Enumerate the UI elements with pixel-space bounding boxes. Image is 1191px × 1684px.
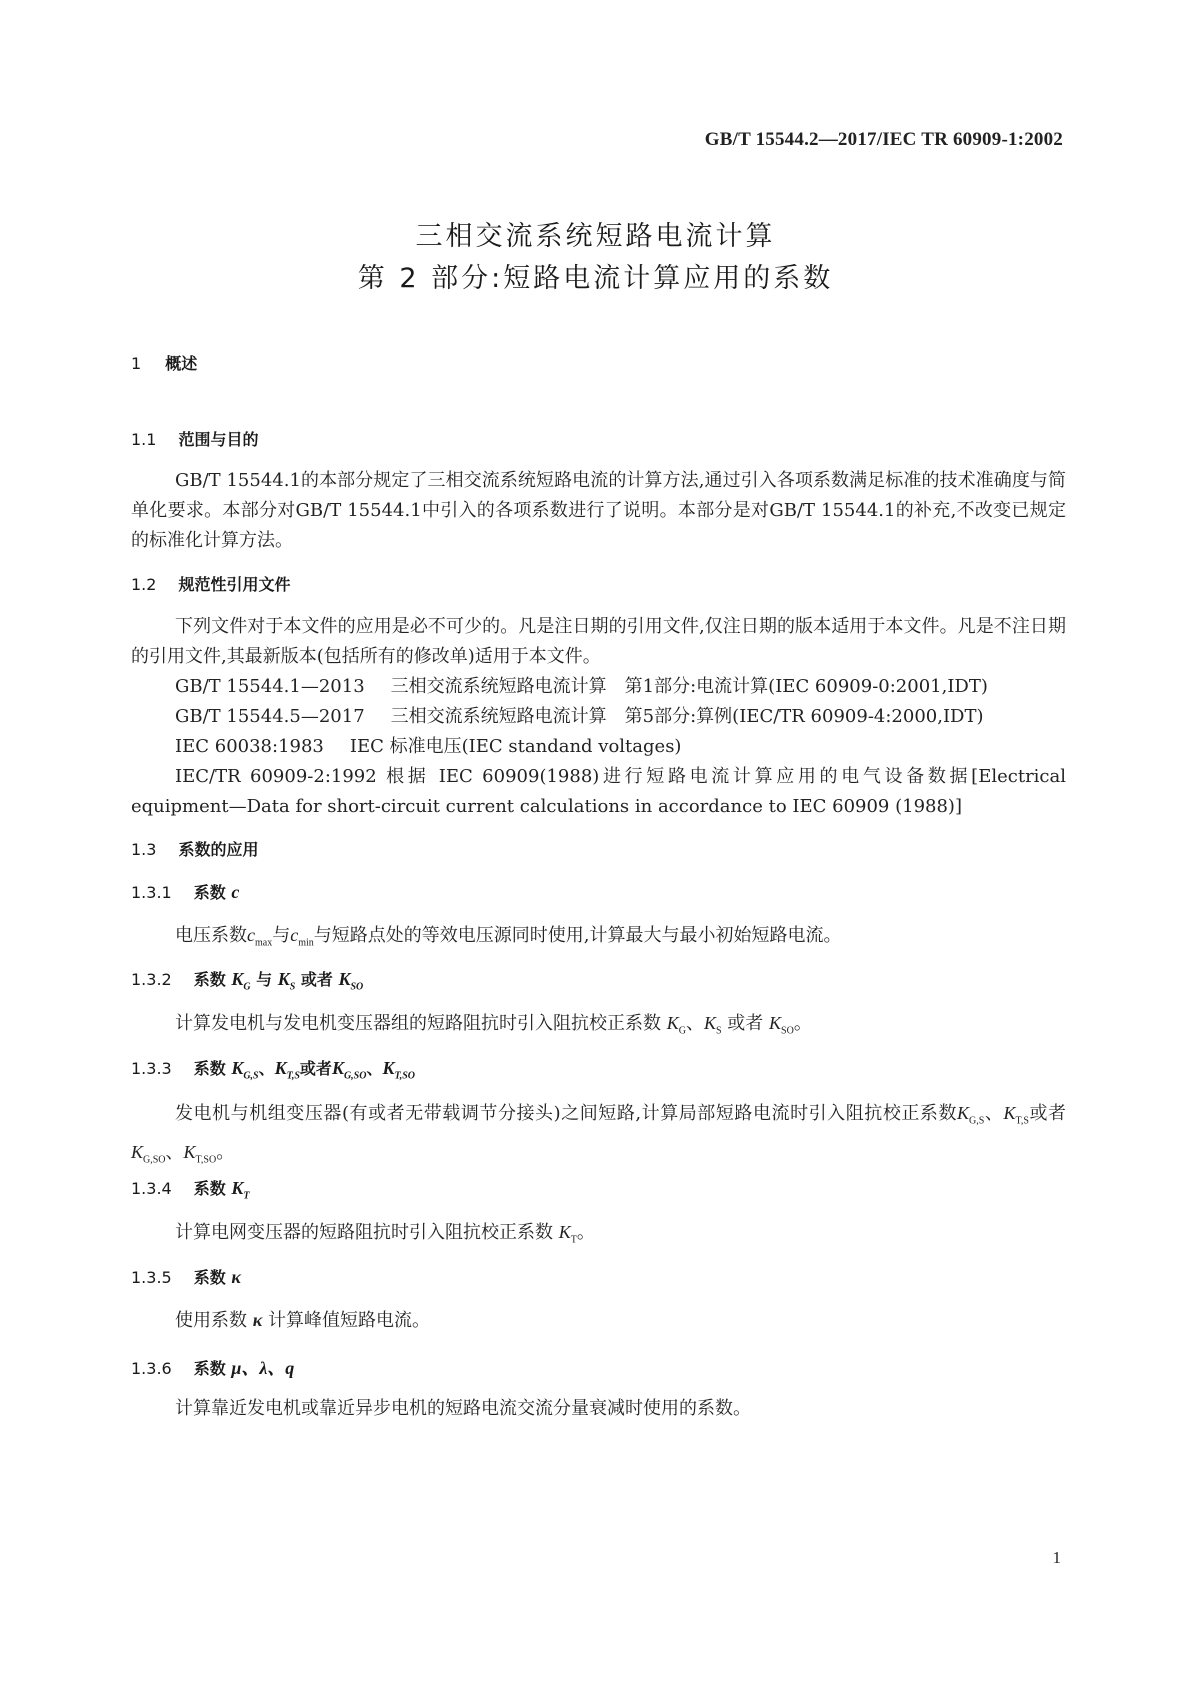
kgs-symbol [957,1103,985,1127]
references-intro: 下列文件对于本文件的应用是必不可少的。凡是注日期的引用文件,仅注日期的版本适用于本文件。凡是不注日期的引用文件,其最新版本(包括所有的修改单)适用于本文件。 [131,616,1066,667]
document-number: GB/T 15544.2—2017/IEC TR 60909-1:2002 [704,129,1063,150]
symbol: K [382,1058,395,1078]
section-1-3-5-paragraph [131,1305,1066,1336]
subscript: G [243,981,251,993]
page-number: 1 [1052,1548,1061,1567]
kt-symbol [231,1178,250,1202]
text: 与 [272,925,291,946]
subscript: SO [350,981,364,993]
symbol: K [231,1058,244,1078]
subscript: T,S [1015,1115,1029,1127]
section-1-3-6-paragraph: 计算靠近发电机或靠近异步电机的短路电流交流分量衰减时使用的系数。 [175,1398,751,1419]
symbol: K [338,969,351,989]
text: 计算发电机与发电机变压器组的短路阻抗时引入阻抗校正系数 [175,1013,661,1034]
kts-symbol [274,1058,300,1082]
subscript: max [255,937,273,949]
symbol: K [769,1013,782,1033]
subscript: T [243,1190,250,1202]
section-number: 1 [131,354,142,373]
section-number: 1.3.2 [131,970,172,989]
section-1-3-2-paragraph [131,1008,1066,1047]
symbol: K [274,1058,287,1078]
section-title: 系数的应用 [178,840,259,859]
section-title: 系数 [193,1359,226,1378]
subscript: T,SO [394,1070,415,1082]
reference-desc: 三相交流系统短路电流计算 第5部分:算例(IEC/TR 60909-4:2000,IDT) [390,706,984,727]
kappa-symbol: κ [252,1310,263,1330]
section-1-heading [131,351,197,374]
subscript: S [289,981,296,993]
section-number: 1.3.5 [131,1268,172,1287]
section-number: 1.2 [131,575,157,594]
subscript: G [678,1025,686,1037]
c-min-symbol [290,925,314,949]
section-1-3-6-heading [131,1354,294,1380]
text: 电压系数 [175,925,247,946]
section-1-3-1-paragraph [131,920,1066,959]
symbol: K [558,1222,571,1242]
section-title: 系数 [193,883,226,902]
title-line-1: 三相交流系统短路电流计算 [415,221,776,252]
conjunction: 或者 [299,1059,332,1078]
reference-item-iec-tr-60909-2: IEC/TR 60909-2:1992 根据 IEC 60909(1988)进行短路电流计算应用的电气设备数据[Electrical equipment—Data for short-circuit current calculations in accordance to IEC 60909 (1988)] [131,766,1066,817]
subscript: min [298,937,314,949]
reference-item [175,732,681,762]
section-1-2-heading [131,572,290,595]
section-1-3-3-heading [131,1056,415,1082]
subscript: G,S [969,1115,985,1127]
section-title: 系数 [193,1059,226,1078]
conjunction: 或者 [300,970,333,989]
reference-desc: IEC 标准电压(IEC standand voltages) [349,736,682,757]
section-number: 1.3.1 [131,883,172,902]
subscript: G,S [243,1070,259,1082]
kso-symbol [338,969,364,993]
title-line-2: 第 2 部分:短路电流计算应用的系数 [357,263,834,294]
separator: 、 [984,1103,1004,1124]
section-1-3-heading [131,837,258,860]
kg-symbol [231,969,251,993]
subscript: T,SO [195,1154,217,1166]
ks-symbol [703,1013,722,1037]
ks-symbol [277,969,296,993]
symbol: K [666,1013,679,1033]
section-title: 系数 [193,1268,226,1287]
section-1-3-2-heading [131,967,363,993]
kappa-symbol: κ [231,1267,241,1287]
reference-desc: 三相交流系统短路电流计算 第1部分:电流计算(IEC 60909-0:2001,IDT) [390,676,988,697]
kgso-symbol [331,1058,367,1082]
subscript: G,SO [343,1070,367,1082]
symbol: c [290,925,299,945]
symbol: K [957,1103,970,1123]
symbol: K [331,1058,344,1078]
text: 计算电网变压器的短路阻抗时引入阻抗校正系数 [175,1222,553,1243]
section-title: 范围与目的 [178,430,259,449]
symbol: K [183,1141,196,1162]
symbol: K [231,1178,244,1198]
section-1-3-4-paragraph [131,1217,1066,1256]
subscript: S [716,1025,722,1037]
kt-symbol [558,1222,577,1246]
section-number: 1.1 [131,430,157,449]
reference-item [175,672,988,702]
conjunction: 与 [256,970,273,989]
symbol: K [703,1013,716,1033]
mu-lambda-q-symbols: μ、λ、q [231,1358,295,1378]
symbol: K [131,1141,144,1162]
reference-code: GB/T 15544.5—2017 [175,706,365,727]
section-1-3-5-heading [131,1265,241,1288]
ktso-symbol [382,1058,415,1082]
section-title: 系数 [193,970,226,989]
kso-symbol [769,1013,794,1037]
kts-symbol [1003,1103,1029,1127]
symbol: K [231,969,244,989]
section-title: 规范性引用文件 [178,575,291,594]
section-number: 1.3.6 [131,1359,172,1378]
text: 。 [793,1013,812,1034]
section-title: 概述 [165,354,198,373]
text: 与短路点处的等效电压源同时使用,计算最大与最小初始短路电流。 [313,925,842,946]
section-1-1-heading [131,427,258,450]
section-1-3-1-heading [131,880,239,903]
symbol: K [1003,1103,1016,1123]
section-title: 系数 [193,1179,226,1198]
kgso-symbol [131,1141,166,1166]
separator: 、 [258,1059,275,1078]
conjunction: 或者 [1028,1103,1067,1124]
reference-code: GB/T 15544.1—2013 [175,676,365,697]
subscript: T,S [286,1070,300,1082]
section-1-3-4-heading [131,1176,249,1202]
section-number: 1.3.4 [131,1179,172,1198]
separator: 、 [366,1059,383,1078]
symbol: K [277,969,290,989]
text: 计算峰值短路电流。 [268,1310,431,1331]
subscript: G,SO [143,1154,166,1166]
section-number: 1.3.3 [131,1059,172,1078]
separator: 、 [685,1013,704,1034]
conjunction: 或者 [727,1013,764,1034]
subscript: T [570,1234,577,1246]
subscript: SO [781,1025,794,1037]
c-max-symbol [247,925,273,949]
reference-code: IEC 60038:1983 [175,736,324,757]
factor-symbol: c [231,882,240,902]
separator: 、 [165,1141,184,1163]
section-1-3-3-paragraph [131,1098,1066,1175]
text: 。 [576,1222,595,1243]
kgs-symbol [231,1058,259,1082]
scope-paragraph: GB/T 15544.1的本部分规定了三相交流系统短路电流的计算方法,通过引入各项系数满足标准的技术准确度与简单化要求。本部分对GB/T 15544.1中引入的各项系数进行了说明。本部分是对GB/T 15544.1的补充,不改变已规定的标准化计算方法。 [131,470,1066,551]
text: 发电机与机组变压器(有或者无带载调节分接头)之间短路,计算局部短路电流时引入阻抗校正系数 [175,1103,958,1124]
symbol: c [247,925,255,945]
text: 使用系数 [175,1310,247,1331]
kg-symbol [666,1013,686,1037]
reference-item [175,702,984,732]
text: 。 [216,1141,235,1163]
section-number: 1.3 [131,840,157,859]
ktso-symbol [183,1141,217,1166]
